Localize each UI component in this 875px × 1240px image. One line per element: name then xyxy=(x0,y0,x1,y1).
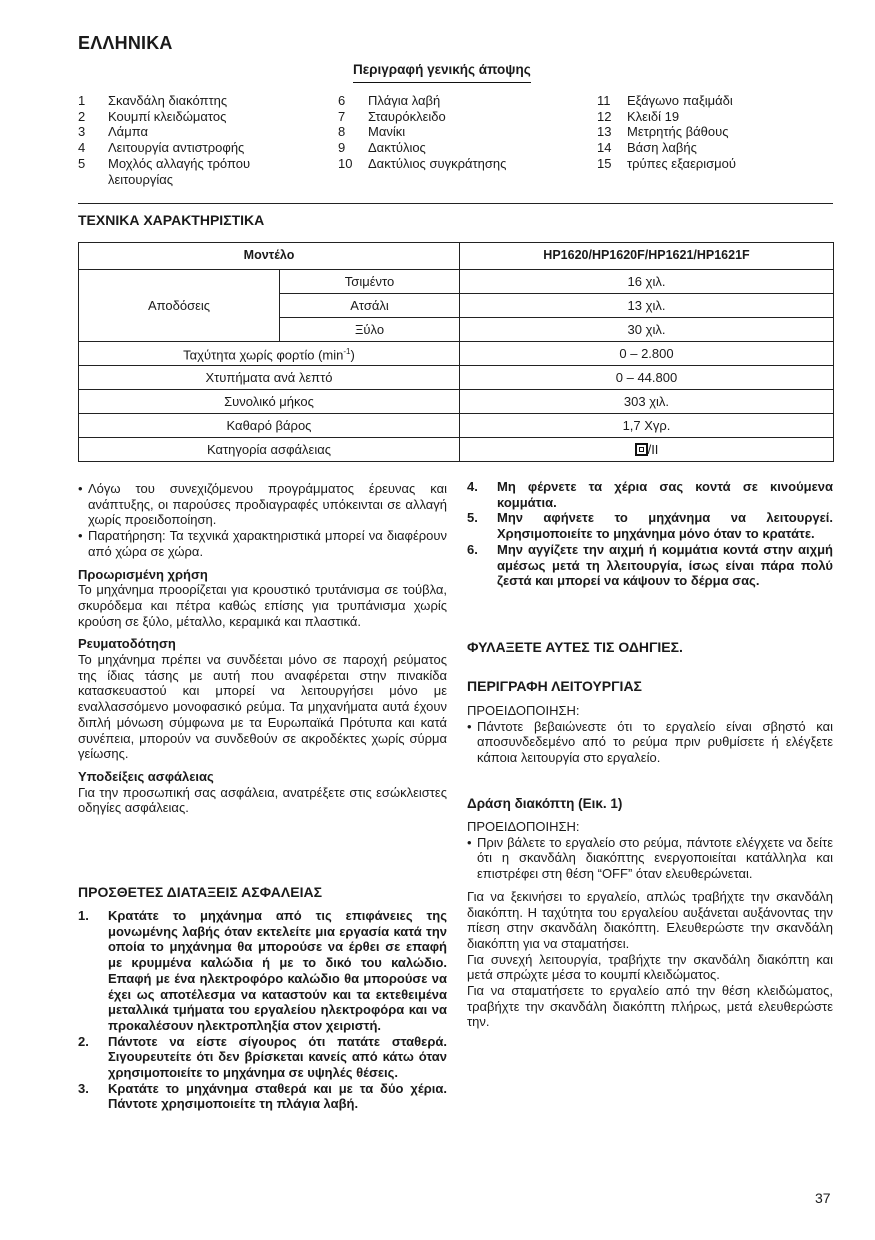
rule-number: 6. xyxy=(467,541,478,557)
additional-safety-list-right xyxy=(467,479,833,589)
part-number: 11 xyxy=(597,93,611,108)
part-label: Λειτουργία αντιστροφής xyxy=(108,140,245,156)
caution-bullet xyxy=(467,835,833,882)
caution-bullet xyxy=(467,719,833,766)
switch-paragraph: Για να σταματήσετε το εργαλείο από την θέση κλειδώματος, τραβήχτε την σκανδάλη διακόπτη πλήρως, μετά ελευθερώστε την. xyxy=(467,983,833,1030)
part-number: 9 xyxy=(338,140,346,156)
save-instructions: ΦΥΛΑΞΕΤΕ ΑΥΤΕΣ ΤΙΣ ΟΔΗΓΙΕΣ. xyxy=(467,639,683,655)
table-row xyxy=(79,438,834,462)
function-block xyxy=(467,703,833,766)
spec-value: 303 χιλ. xyxy=(460,390,834,414)
part-item xyxy=(597,140,837,156)
caution-text: Πάντοτε βεβαιώνεστε ότι το εργαλείο είναι σβηστό και αποσυνδεδεμένο από το ρεύμα πριν ρυθμίσετε ή ελέγξετε κάποια λειτουργία στο εργαλείο. xyxy=(477,718,833,766)
rule-text: Μην αφήνετε το μηχάνημα να λειτουργεί. Χρησιμοποιείτε το μηχάνημα μόνο όταν το κρατάτε. xyxy=(497,510,833,542)
bullet-icon: • xyxy=(78,481,83,496)
page-number: 37 xyxy=(815,1190,831,1206)
part-number: 12 xyxy=(597,108,612,124)
table-row xyxy=(79,342,834,366)
parts-list-column-1 xyxy=(78,93,328,187)
table-header-row xyxy=(79,243,834,270)
capacity-value: 30 χιλ. xyxy=(460,318,834,342)
part-number: 8 xyxy=(338,124,346,140)
rule-number: 1. xyxy=(78,908,89,923)
overview-title: Περιγραφή γενικής άποψης xyxy=(353,62,531,83)
intended-use-text: Το μηχάνημα προορίζεται για κρουστικό τρυτάνισμα σε τούβλα, σκυρόδεμα και πέτρα καθώς επίσης για τρυπάνισμα χωρίς κρούση σε ξύλο, μέταλλο, κεραμικά και πλαστικά. xyxy=(78,582,447,629)
part-number: 6 xyxy=(338,93,346,108)
header-model-label: Μοντέλο xyxy=(79,243,460,270)
part-label: Εξάγωνο παξιμάδι xyxy=(627,93,733,108)
speed-label-close: ) xyxy=(350,347,355,363)
part-label: Βάση λαβής xyxy=(627,140,697,156)
intended-use-title: Προωρισμένη χρήση xyxy=(78,566,208,582)
note-text: Λόγω του συνεχιζόμενου προγράμματος έρευνας και ανάπτυξης, οι παρούσες προδιαγραφές υπόκεινται σε αλλαγή χωρίς προειδοποίηση. xyxy=(88,481,447,528)
spec-label: Καθαρό βάρος xyxy=(79,414,460,438)
part-item xyxy=(597,156,837,172)
capacity-material: Τσιμέντο xyxy=(280,270,460,294)
section-divider xyxy=(78,203,833,204)
rule-text: Μην αγγίζετε την αιχμή ή κομμάτια κοντά στην αιχμή αμέσως μετά τη λλειτουργία, ίσως είναι πάρα πολύ ζεστά και μπορεί να κάψουν το δέρμα σας. xyxy=(497,541,833,589)
part-item xyxy=(78,140,328,156)
power-supply-text: Το μηχάνημα πρέπει να συνδέεται μόνο σε παροχή ρεύματος της ίδιας τάσης με αυτή που αναφέρεται στην πινακίδα κατασκευαστού και μπορεί να λειτουργήσει μόνο με εναλλασσόμενο μονοφασικό ρεύμα. Τα μηχανήματα αυτά έχουν διπλή μόνωση σύμφωνα με τα Ευρωπαϊκά Πρότυπα και κατά συνέπεια, μπορούν να συνδεθούν σε ακροδέκτες χωρίς σύρμα γείωσης. xyxy=(78,652,447,762)
part-number: 14 xyxy=(597,140,612,156)
part-label: Μανίκι xyxy=(368,124,406,140)
capacity-value: 16 χιλ. xyxy=(460,270,834,294)
part-item xyxy=(338,140,588,156)
part-number: 10 xyxy=(338,155,353,171)
part-label: Σταυρόκλειδο xyxy=(368,108,446,124)
part-number: 3 xyxy=(78,124,86,140)
part-item xyxy=(597,124,837,140)
safety-tips-text: Για την προσωπική σας ασφάλεια, ανατρέξετε στις εσώκλειστες οδηγίες ασφάλειας. xyxy=(78,784,447,816)
caution-text: Πριν βάλετε το εργαλείο στο ρεύμα, πάντοτε ελέγχετε να δείτε ότι η σκανδάλη διακόπτης ενεργοποιείται κατάλληλα και επιστρέφει στη θέση “OFF” όταν ελευθερώνεται. xyxy=(477,834,833,882)
safety-rule xyxy=(78,1081,447,1112)
part-number: 1 xyxy=(78,93,86,108)
part-number: 7 xyxy=(338,108,346,124)
header-model-value: HP1620/HP1620F/HP1621/HP1621F xyxy=(460,243,834,270)
safety-rule xyxy=(78,1034,447,1081)
rule-number: 2. xyxy=(78,1033,89,1049)
part-number: 15 xyxy=(597,155,612,171)
table-row xyxy=(79,414,834,438)
safety-rule xyxy=(467,479,833,510)
part-number: 2 xyxy=(78,108,86,124)
rule-text: Μη φέρνετε τα χέρια σας κοντά σε κινούμενα κομμάτια. xyxy=(497,479,833,510)
capacities-label: Αποδόσεις xyxy=(79,270,280,342)
additional-safety-title: ΠΡΟΣΘΕΤΕΣ ΔΙΑΤΑΞΕΙΣ ΑΣΦΑΛΕΙΑΣ xyxy=(78,884,322,900)
safety-rule xyxy=(467,542,833,589)
spec-label: Συνολικό μήκος xyxy=(79,390,460,414)
bullet-icon: • xyxy=(467,718,472,734)
part-item xyxy=(338,124,588,140)
specs-table xyxy=(78,242,834,462)
part-number: 13 xyxy=(597,124,612,140)
speed-label xyxy=(79,342,460,366)
caution-label: ΠΡΟΕΙΔΟΠΟΙΗΣΗ: xyxy=(467,703,580,718)
part-item xyxy=(78,124,328,140)
power-supply-title: Ρευματοδότηση xyxy=(78,636,176,652)
part-label: τρύπες εξαερισμού xyxy=(627,155,736,171)
part-number: 4 xyxy=(78,140,86,156)
left-column xyxy=(78,481,447,816)
part-label: Κουμπί κλειδώματος xyxy=(108,108,227,124)
part-label: Δακτύλιος xyxy=(368,140,426,156)
speed-value: 0 – 2.800 xyxy=(460,342,834,366)
switch-paragraph: Για να ξεκινήσει το εργαλείο, απλώς τραβήχτε την σκανδάλη διακόπτη. Η ταχύτητα του εργαλείου αυξάνεται αυξάνοντας την πίεση στην σκανδάλη διακόπτη. Ελευθερώστε την σκανδάλη διακόπτη για να σταματήσει. xyxy=(467,888,833,951)
language-heading: ΕΛΛΗΝΙΚΑ xyxy=(78,33,173,53)
capacity-material: Ξύλο xyxy=(280,318,460,342)
part-label: Μοχλός αλλαγής τρόπου λειτουργίας xyxy=(108,155,251,187)
rule-number: 3. xyxy=(78,1080,89,1096)
safety-class-value xyxy=(460,438,834,462)
rule-number: 4. xyxy=(467,479,478,494)
rule-text: Κρατάτε το μηχάνημα σταθερά και με τα δύο χέρια. Πάντοτε χρησιμοποιείτε τη πλάγια λαβή. xyxy=(108,1080,447,1112)
part-item xyxy=(597,109,837,125)
speed-unit-exponent: -1 xyxy=(343,346,351,356)
parts-list-column-2 xyxy=(338,93,588,172)
part-item xyxy=(338,156,588,172)
safety-rule xyxy=(467,510,833,541)
table-row xyxy=(79,270,834,294)
additional-safety-list-left xyxy=(78,908,447,1112)
part-label: Λάμπα xyxy=(108,124,148,140)
part-item xyxy=(78,156,328,187)
note-bullet xyxy=(78,528,447,559)
part-number: 5 xyxy=(78,155,86,171)
switch-action-block xyxy=(467,819,833,1030)
part-label: Κλειδί 19 xyxy=(627,108,680,124)
safety-tips-title: Υποδείξεις ασφάλειας xyxy=(78,768,214,784)
specs-title: ΤΕΧΝΙΚΑ ΧΑΡΑΚΤΗΡΙΣΤΙΚΑ xyxy=(78,212,265,228)
rule-text: Πάντοτε να είστε σίγουρος ότι πατάτε σταθερά. Σιγουρευτείτε ότι δεν βρίσκεται κανείς από κάτω όταν χρησιμοποιείτε το μηχάνημα σε υψηλές θέσεις. xyxy=(108,1033,447,1081)
part-label: Πλάγια λαβή xyxy=(368,93,441,108)
safety-class-label: Κατηγορία ασφάλειας xyxy=(79,438,460,462)
spec-value: 1,7 Χγρ. xyxy=(460,414,834,438)
part-item xyxy=(78,109,328,125)
part-label: Σκανδάλη διακόπτης xyxy=(108,93,228,108)
caution-label: ΠΡΟΕΙΔΟΠΟΙΗΣΗ: xyxy=(467,819,580,834)
speed-label-text: Ταχύτητα χωρίς φορτίο (min xyxy=(183,347,344,363)
function-title: ΠΕΡΙΓΡΑΦΗ ΛΕΙΤΟΥΡΓΙΑΣ xyxy=(467,678,642,694)
safety-class-text: /II xyxy=(647,441,659,457)
rule-text: Κρατάτε το μηχάνημα από τις επιφάνειες της μονωμένης λαβής όταν εκτελείτε μια εργασία κατά την οποία το μηχάνημα θα μπορούσε να έρθει σε επαφή με κρυμμένα καλώδια ή με το δικό του καλώδιο. Επαφή με ένα ηλεκτροφόρο καλώδιο θα μπορούσε να έχει ως αποτέλεσμα να καταστούν και τα εκτεθειμένα μεταλλικά τμήματα του εργαλείου ηλεκτροφόρα και να προκαλέσουν ηλεκτροπληξία στον χειριστή. xyxy=(108,908,447,1033)
note-bullet xyxy=(78,481,447,528)
rule-number: 5. xyxy=(467,510,478,526)
switch-paragraph: Για συνεχή λειτουργία, τραβήχτε την σκανδάλη διακόπτη και μετά σπρώχτε μέσα το κουμπί κλειδώματος. xyxy=(467,951,833,983)
part-label: Δακτύλιος συγκράτησης xyxy=(368,155,507,171)
table-row xyxy=(79,390,834,414)
part-item xyxy=(338,93,588,109)
bullet-icon: • xyxy=(467,834,472,850)
spec-value: 0 – 44.800 xyxy=(460,366,834,390)
part-item xyxy=(78,93,328,109)
part-label: Μετρητής βάθους xyxy=(627,124,729,140)
capacity-value: 13 χιλ. xyxy=(460,294,834,318)
part-item xyxy=(338,109,588,125)
table-row xyxy=(79,366,834,390)
note-text: Παρατήρηση: Τα τεχνικά χαρακτηριστικά μπορεί να διαφέρουν από χώρα σε χώρα. xyxy=(88,528,447,559)
bullet-icon: • xyxy=(78,528,83,544)
capacity-material: Ατσάλι xyxy=(280,294,460,318)
spec-label: Χτυπήματα ανά λεπτό xyxy=(79,366,460,390)
part-item xyxy=(597,93,837,109)
switch-action-title: Δράση διακόπτη (Εικ. 1) xyxy=(467,796,623,811)
parts-list-column-3 xyxy=(597,93,837,172)
safety-rule xyxy=(78,908,447,1034)
double-insulation-icon xyxy=(635,443,648,456)
